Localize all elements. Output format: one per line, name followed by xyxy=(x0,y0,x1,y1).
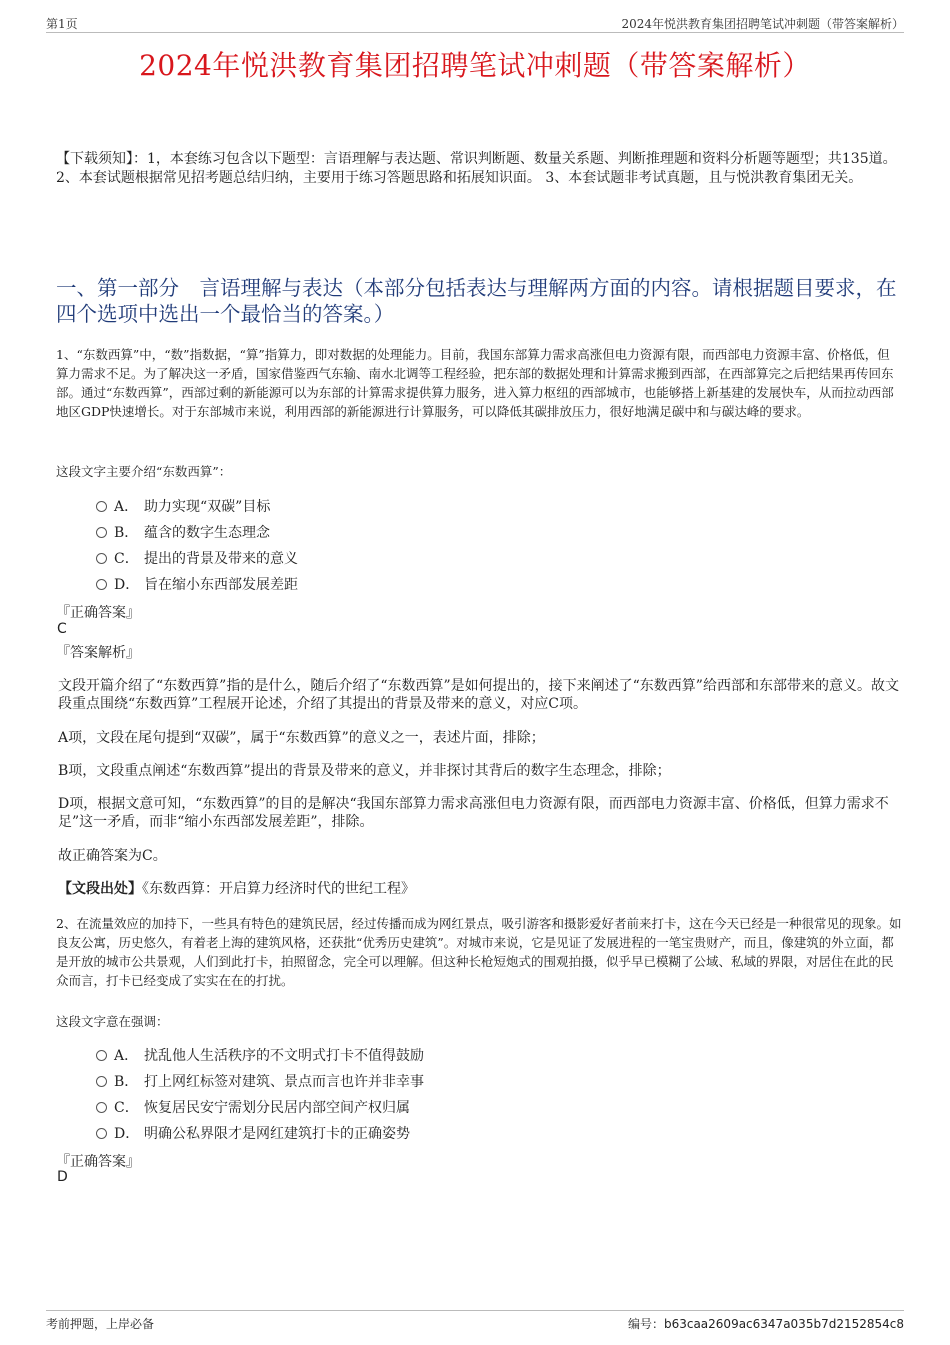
question-1-analysis-label: 『答案解析』 xyxy=(56,645,140,661)
question-2-option-c[interactable] xyxy=(96,1097,410,1117)
header-title: 2024年悦洪教育集团招聘笔试冲刺题（带答案解析） xyxy=(621,17,904,31)
source-text: 《东数西算：开启算力经济时代的世纪工程》 xyxy=(142,881,415,897)
question-1-source xyxy=(58,880,904,898)
option-text: 提出的背景及带来的意义 xyxy=(144,551,298,567)
radio-icon[interactable] xyxy=(96,1102,107,1113)
code-value: b63caa2609ac6347a035b7d2152854c8 xyxy=(663,1317,904,1331)
option-letter: D． xyxy=(114,577,140,593)
option-text: 明确公私界限才是网红建筑打卡的正确姿势 xyxy=(144,1126,410,1142)
question-2-answer-label: 『正确答案』 xyxy=(56,1154,140,1170)
question-1-analysis-4: D项，根据文意可知，“东数西算”的目的是解决“我国东部算力需求高涨但电力资源有限，而西部电力资源丰富、价格低，但算力需求不足”这一矛盾，而非“缩小东西部发展差距”，排除。 xyxy=(58,796,889,830)
option-letter: B． xyxy=(114,525,139,541)
question-1-analysis-2: A项，文段在尾句提到“双碳”，属于“东数西算”的意义之一，表述片面，排除； xyxy=(58,730,545,746)
footer-slogan: 考前押题，上岸必备 xyxy=(46,1317,155,1331)
option-text: 助力实现“双碳”目标 xyxy=(144,499,271,515)
option-letter: D． xyxy=(114,1126,140,1142)
radio-icon[interactable] xyxy=(96,1076,107,1087)
radio-icon[interactable] xyxy=(96,579,107,590)
radio-icon[interactable] xyxy=(96,501,107,512)
option-text: 扰乱他人生活秩序的不文明式打卡不值得鼓励 xyxy=(144,1048,424,1064)
page-footer xyxy=(46,1310,904,1331)
question-1-option-a[interactable] xyxy=(96,496,270,516)
option-letter: A． xyxy=(114,1048,139,1064)
question-2-answer: D xyxy=(57,1169,68,1185)
option-letter: C． xyxy=(114,1100,139,1116)
question-2-option-b[interactable] xyxy=(96,1071,424,1091)
page-number: 第1页 xyxy=(46,17,78,31)
radio-icon[interactable] xyxy=(96,1050,107,1061)
page-header xyxy=(46,14,904,33)
question-1-answer-label: 『正确答案』 xyxy=(56,605,140,621)
radio-icon[interactable] xyxy=(96,1128,107,1139)
question-1-option-b[interactable] xyxy=(96,522,270,542)
question-1-analysis-1: 文段开篇介绍了“东数西算”指的是什么，随后介绍了“东数西算”是如何提出的，接下来阐述了“东数西算”给西部和东部带来的意义。故文段重点围绕“东数西算”工程展开论述，介绍了其提出的背景及带来的意义，对应C项。 xyxy=(58,678,899,712)
question-1-prompt: 这段文字主要介绍“东数西算”： xyxy=(56,464,232,479)
option-text: 蕴含的数字生态理念 xyxy=(144,525,270,541)
source-label: 【文段出处】 xyxy=(58,881,142,897)
option-letter: C． xyxy=(114,551,139,567)
question-1-option-c[interactable] xyxy=(96,548,298,568)
question-1-answer: C xyxy=(57,621,67,637)
question-2-prompt: 这段文字意在强调： xyxy=(56,1014,169,1029)
section-title: 一、第一部分 言语理解与表达（本部分包括表达与理解两方面的内容。请根据题目要求，在四个选项中选出一个最恰当的答案。） xyxy=(56,276,897,326)
option-text: 恢复居民安宁需划分民居内部空间产权归属 xyxy=(144,1100,410,1116)
question-2-option-a[interactable] xyxy=(96,1045,424,1065)
document-title: 2024年悦洪教育集团招聘笔试冲刺题（带答案解析） xyxy=(139,49,811,82)
question-1-option-d[interactable] xyxy=(96,574,298,594)
footer-code xyxy=(628,1315,904,1332)
question-2-text: 2、在流量效应的加持下，一些具有特色的建筑民居，经过传播而成为网红景点，吸引游客和摄影爱好者前来打卡，这在今天已经是一种很常见的现象。如良友公寓，历史悠久，有着老上海的建筑风格，还获批“优秀历史建筑”。对城市来说，它是见证了发展进程的一笔宝贵财产，而且，像建筑的外立面，都是开放的城市公共景观，人们到此打卡，拍照留念，完全可以理解。但这种长枪短炮式的围观拍摄，似乎早已模糊了公域、私域的界限，对居住在此的民众而言，打卡已经变成了实实在在的打扰。 xyxy=(56,916,902,988)
download-notice: 【下载须知】：1，本套练习包含以下题型：言语理解与表达题、常识判断题、数量关系题、判断推理题和资料分析题等题型；共135道。 2、本套试题根据常见招考题总结归纳，主要用于练习答题思路和拓展知识面。 3、本套试题非考试真题，且与悦洪教育集团无关。 xyxy=(56,151,897,186)
radio-icon[interactable] xyxy=(96,553,107,564)
code-label: 编号： xyxy=(627,1317,664,1331)
question-1-text: 1、“东数西算”中，“数”指数据，“算”指算力，即对数据的处理能力。目前，我国东部算力需求高涨但电力资源有限，而西部电力资源丰富、价格低，但算力需求不足。为了解决这一矛盾，国家借鉴西气东输、南水北调等工程经验，把东部的数据处理和计算需求搬到西部，在西部算完之后把结果再传回东部。通过“东数西算”，西部过剩的新能源可以为东部的计算需求提供算力服务，进入算力枢纽的西部城市，也能够搭上新基建的发展快车，从而拉动西部地区GDP快速增长。对于东部城市来说，利用西部的新能源进行计算服务，可以降低其碳排放压力，很好地满足碳中和与碳达峰的要求。 xyxy=(56,347,894,419)
option-letter: A． xyxy=(114,499,139,515)
option-text: 旨在缩小东西部发展差距 xyxy=(144,577,298,593)
question-1-analysis-5: 故正确答案为C。 xyxy=(58,848,167,864)
option-text: 打上网红标签对建筑、景点而言也许并非幸事 xyxy=(144,1074,424,1090)
radio-icon[interactable] xyxy=(96,527,107,538)
option-letter: B． xyxy=(114,1074,139,1090)
question-1-analysis-3: B项，文段重点阐述“东数西算”提出的背景及带来的意义，并非探讨其背后的数字生态理念，排除； xyxy=(58,763,671,779)
question-2-option-d[interactable] xyxy=(96,1123,410,1143)
